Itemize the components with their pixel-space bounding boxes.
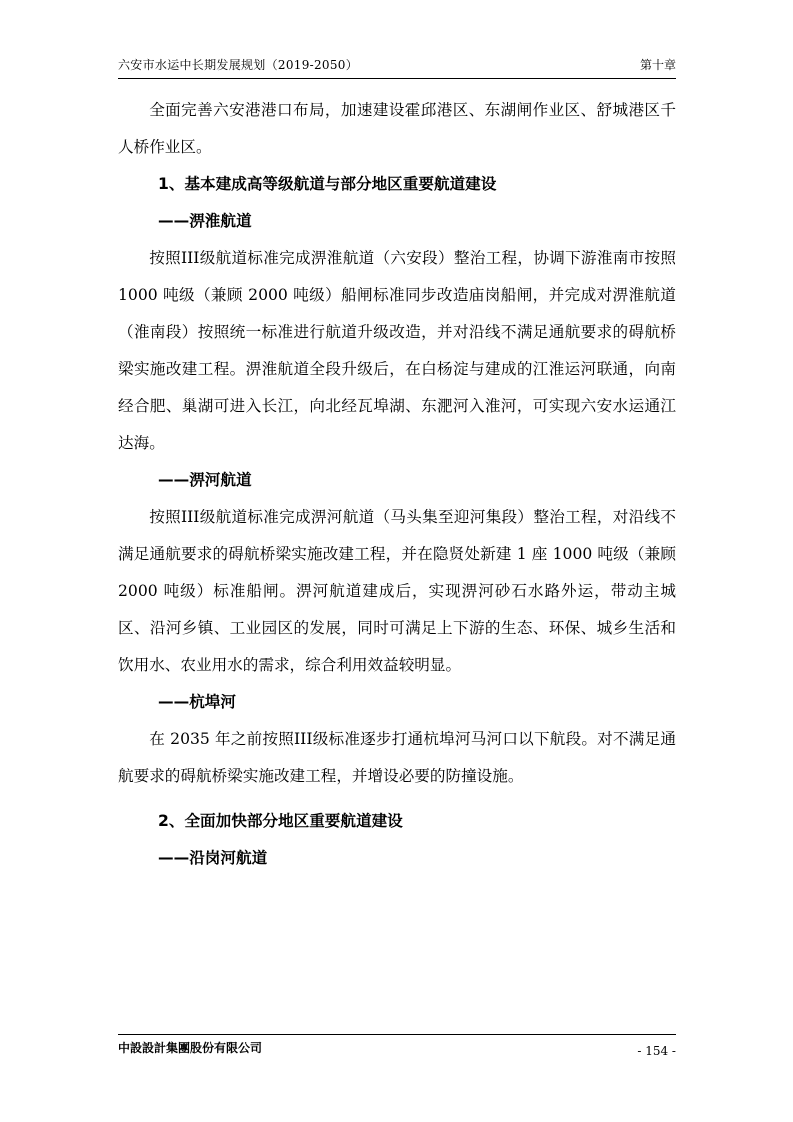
footer-divider	[118, 1034, 676, 1035]
paragraph: 全面完善六安港港口布局，加速建设霍邱港区、东湖闸作业区、舒城港区千人桥作业区。	[118, 101, 676, 156]
subsection-heading: ——淠河航道	[158, 471, 252, 489]
paragraph: 按照III级航道标准完成淠淮航道（六安段）整治工程，协调下游淮南市按照 1000 吨级（兼顾 2000 吨级）船闸标准同步改造庙岗船闸，并完成对淠淮航道（淮南段）按照统一标准进行航道升级改造，并对沿线不满足通航要求的碍航桥梁实施改建工程。淠淮航道全段升级后，在白杨淀与建成的江淮运河联通，向南经合肥、巢湖可进入长江，向北经瓦埠湖、东淝河入淮河，可实现六安水运通江达海。	[118, 249, 676, 452]
subsection-heading: ——沿岗河航道	[158, 849, 268, 867]
subsection-heading: ——杭埠河	[158, 693, 236, 711]
spacer	[118, 795, 676, 803]
subsection-heading: ——淠淮航道	[158, 212, 252, 230]
page-footer	[118, 1039, 676, 1061]
paragraph: 在 2035 年之前按照III级标准逐步打通杭埠河马河口以下航段。对不满足通航要求的碍航桥梁实施改建工程，并增设必要的防撞设施。	[118, 730, 676, 785]
page-body	[118, 92, 676, 877]
page-header	[118, 56, 676, 78]
page-number: - 154 -	[637, 1044, 676, 1058]
paragraph: 按照III级航道标准完成淠河航道（马头集至迎河集段）整治工程，对沿线不满足通航要求的碍航桥梁实施改建工程，并在隐贤处新建 1 座 1000 吨级（兼顾 2000 吨级）标准船闸。淠河航道建成后，实现淠河砂石水路外运，带动主城区、沿河乡镇、工业园区的发展，同时可满足上下游的生态、环保、城乡生活和饮用水、农业用水的需求，综合利用效益较明显。	[118, 508, 676, 674]
section-heading: 1、基本建成高等级航道与部分地区重要航道建设	[158, 175, 497, 193]
company-name: 中設設計集團股份有限公司	[118, 1041, 263, 1055]
document-title: 六安市水运中长期发展规划（2019-2050）	[118, 58, 359, 72]
chapter-label: 第十章	[639, 58, 676, 72]
section-heading: 2、全面加快部分地区重要航道建设	[158, 812, 403, 830]
header-divider	[118, 78, 676, 79]
